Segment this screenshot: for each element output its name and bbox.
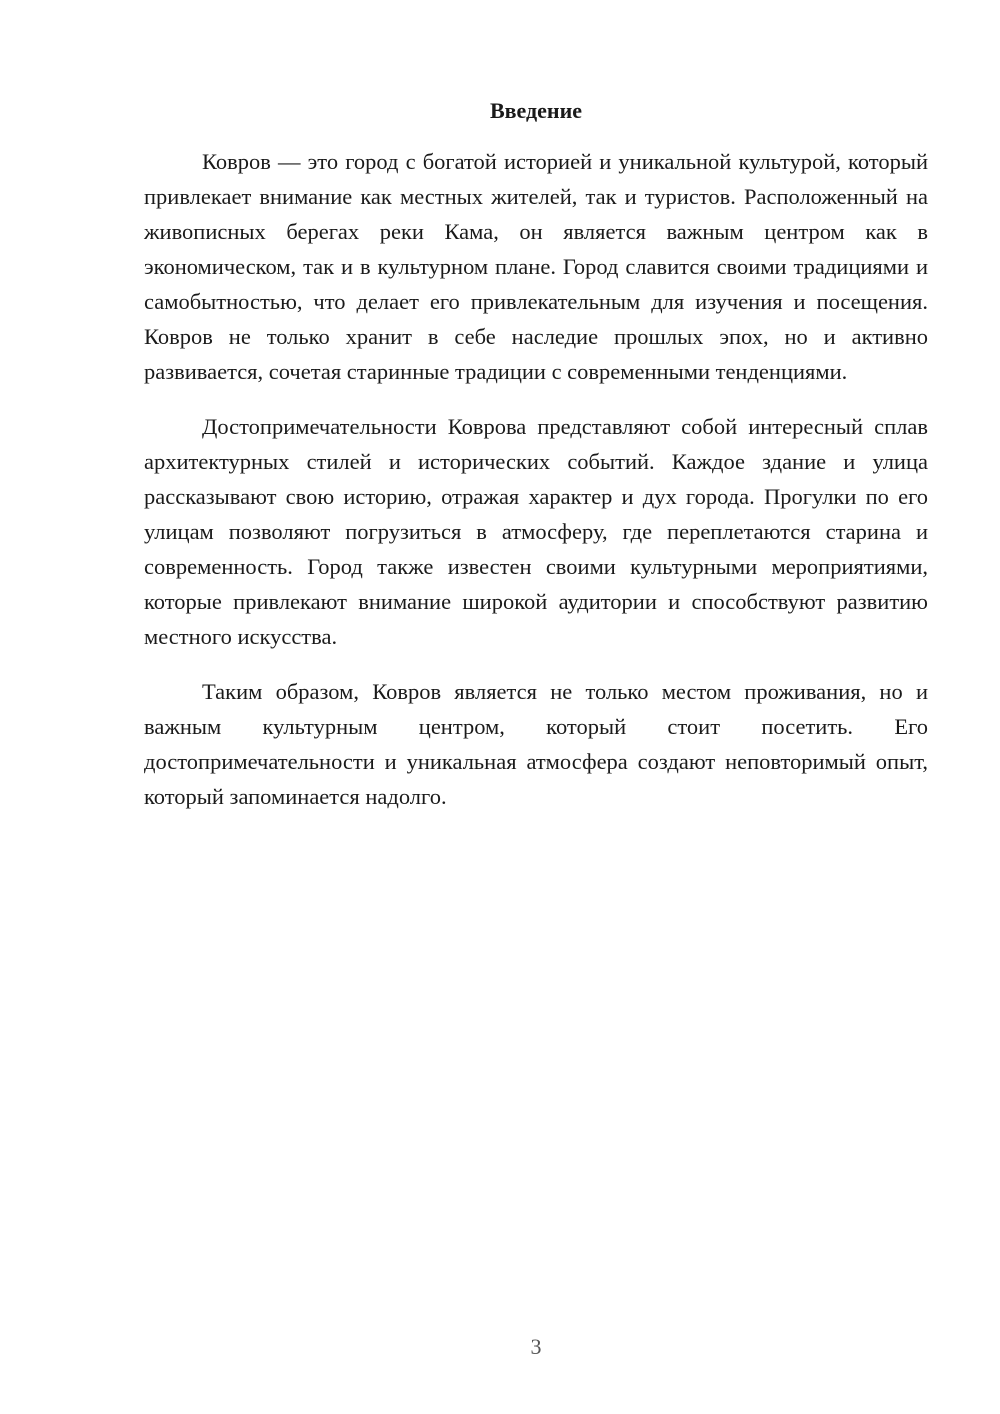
document-body: [144, 144, 928, 834]
page-title: Введение: [489, 98, 583, 123]
page-number: 3: [530, 1334, 542, 1359]
paragraph-conclusion: Таким образом, Ковров является не только местом проживания, но и важным культурным центром, который стоит посетить. Его достопримечательности и уникальная атмосфера создают неповторимый опыт, который запоминается надолго.: [144, 679, 928, 809]
paragraph-landmarks: Достопримечательности Коврова представляют собой интересный сплав архитектурных стилей и исторических событий. Каждое здание и улица рассказывают свою историю, отражая характер и дух города. Прогулки по его улицам позволяют погрузиться в атмосферу, где переплетаются старина и современность. Город также известен своими культурными мероприятиями, которые привлекают внимание широкой аудитории и способствуют развитию местного искусства.: [144, 414, 928, 649]
paragraph-intro: Ковров — это город с богатой историей и уникальной культурой, который привлекает внимание как местных жителей, так и туристов. Расположенный на живописных берегах реки Кама, он является важным центром как в экономическом, так и в культурном плане. Город славится своими традициями и самобытностью, что делает его привлекательным для изучения и посещения. Ковров не только хранит в себе наследие прошлых эпох, но и активно развивается, сочетая старинные традиции с современными тенденциями.: [144, 149, 928, 384]
